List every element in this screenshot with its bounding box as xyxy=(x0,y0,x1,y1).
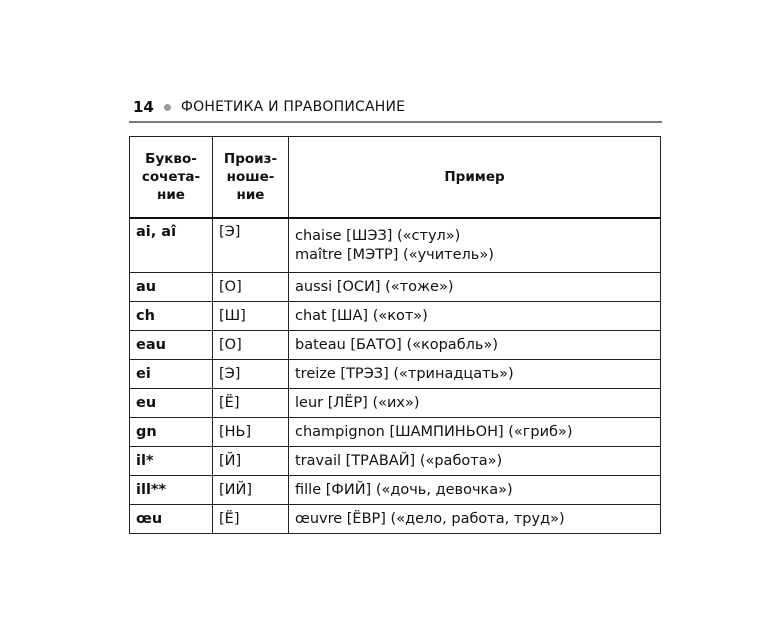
letter-combination: au xyxy=(130,273,213,302)
section-title: ФОНЕТИКА И ПРАВОПИСАНИЕ xyxy=(180,99,406,115)
header-line: Произ- xyxy=(223,150,278,167)
column-header-pronunciation xyxy=(213,137,289,219)
table-row xyxy=(130,360,661,389)
table-header xyxy=(130,137,661,219)
table-row xyxy=(130,476,661,505)
header-line: Пример xyxy=(444,168,505,185)
letter-combination: ei xyxy=(130,360,213,389)
example-text: leur [ЛЁР] («их») xyxy=(289,389,661,418)
example-text: maître [МЭТР] («учитель») xyxy=(295,246,494,263)
table-row xyxy=(130,505,661,534)
example-text: fille [ФИЙ] («дочь, девочка») xyxy=(289,476,661,505)
pronunciation: [Э] xyxy=(213,360,289,389)
table-row xyxy=(130,389,661,418)
header-line: сочета- xyxy=(141,168,201,185)
pronunciation: [ИЙ] xyxy=(213,476,289,505)
pronunciation: [Й] xyxy=(213,447,289,476)
phonetics-table xyxy=(129,136,661,534)
table-body xyxy=(130,218,661,534)
table-row xyxy=(130,447,661,476)
example-text: chaise [ШЭЗ] («стул») xyxy=(295,227,461,244)
letter-combination: eu xyxy=(130,389,213,418)
header-row xyxy=(130,137,661,219)
pronunciation: [Э] xyxy=(213,218,289,273)
letter-combination: ill** xyxy=(130,476,213,505)
header-line: ноше- xyxy=(226,168,275,185)
letter-combination: gn xyxy=(130,418,213,447)
pronunciation: [О] xyxy=(213,331,289,360)
header-line: ние xyxy=(236,187,265,204)
example-text: bateau [БАТО] («корабль») xyxy=(289,331,661,360)
table-row xyxy=(130,302,661,331)
header-divider xyxy=(129,121,662,123)
column-header-combination xyxy=(130,137,213,219)
pronunciation: [Ё] xyxy=(213,505,289,534)
example-text: œuvre [ЁВР] («дело, работа, труд») xyxy=(289,505,661,534)
bullet-icon xyxy=(164,104,171,111)
table-row xyxy=(130,331,661,360)
example-text: travail [ТРАВАЙ] («работа») xyxy=(289,447,661,476)
page-number: 14 xyxy=(133,98,154,116)
column-header-example xyxy=(289,137,661,219)
letter-combination: ch xyxy=(130,302,213,331)
pronunciation: [Ш] xyxy=(213,302,289,331)
letter-combination: œu xyxy=(130,505,213,534)
header-line: Букво- xyxy=(145,150,197,167)
running-header xyxy=(133,96,661,118)
table-row xyxy=(130,218,661,273)
letter-combination: eau xyxy=(130,331,213,360)
pronunciation: [НЬ] xyxy=(213,418,289,447)
table-row xyxy=(130,418,661,447)
letter-combination: ai, aî xyxy=(130,218,213,273)
example-text: treize [ТРЭЗ] («тринадцать») xyxy=(289,360,661,389)
pronunciation: [О] xyxy=(213,273,289,302)
letter-combination: il* xyxy=(130,447,213,476)
example-cell xyxy=(289,218,661,273)
header-line: ние xyxy=(157,187,185,204)
example-text: chat [ША] («кот») xyxy=(289,302,661,331)
example-text: aussi [ОСИ] («тоже») xyxy=(289,273,661,302)
table-row xyxy=(130,273,661,302)
pronunciation: [Ё] xyxy=(213,389,289,418)
example-text: champignon [ШАМПИНЬОН] («гриб») xyxy=(289,418,661,447)
